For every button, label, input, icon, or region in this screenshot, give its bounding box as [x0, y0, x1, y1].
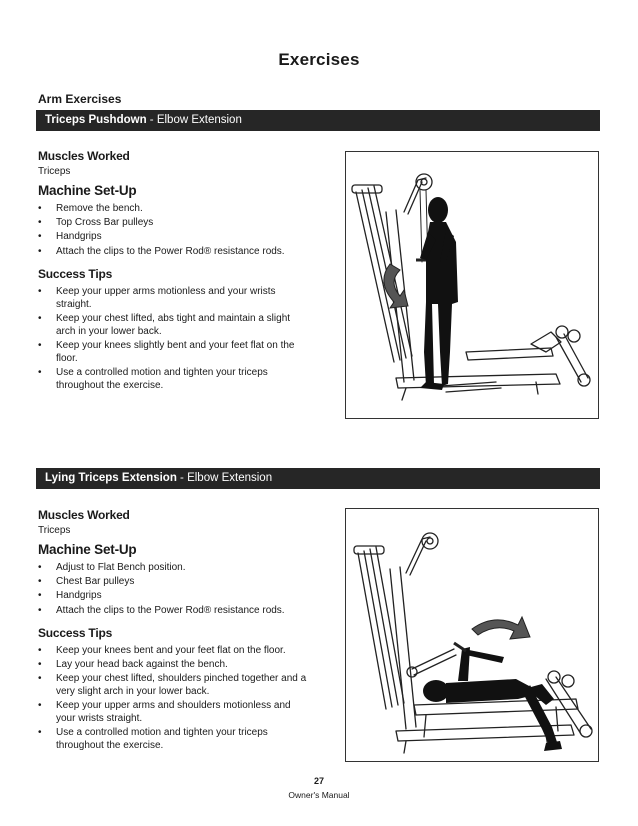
- list-item: • Keep your knees slightly bent and your feet flat on the floor.: [38, 339, 308, 365]
- muscles-heading: Muscles Worked: [38, 508, 130, 522]
- list-item: • Adjust to Flat Bench position.: [38, 561, 308, 574]
- lying-extension-figure: [346, 509, 598, 761]
- exercise-illustration: [345, 508, 599, 762]
- standing-pushdown-figure: [346, 152, 598, 418]
- list-item: • Keep your upper arms and shoulders motionless and your wrists straight.: [38, 699, 308, 725]
- tips-heading: Success Tips: [38, 625, 113, 640]
- muscles-heading: Muscles Worked: [38, 149, 130, 163]
- page-title: Exercises: [278, 50, 360, 69]
- list-item: • Use a controlled motion and tighten your triceps throughout the exercise.: [38, 726, 308, 752]
- exercise-illustration: [345, 151, 599, 419]
- list-item: • Chest Bar pulleys: [38, 575, 308, 588]
- list-item: • Lay your head back against the bench.: [38, 658, 308, 671]
- list-item: • Keep your chest lifted, abs tight and maintain a slight arch in your lower back.: [38, 312, 308, 338]
- list-item: • Handgrips: [38, 589, 308, 602]
- exercise-movement: - Elbow Extension: [176, 472, 273, 484]
- list-item: • Top Cross Bar pulleys: [38, 216, 308, 229]
- tips-heading: Success Tips: [38, 266, 113, 281]
- exercise-details: [38, 508, 308, 754]
- exercise-details: [38, 149, 308, 393]
- list-item: • Use a controlled motion and tighten your triceps throughout the exercise.: [38, 366, 308, 392]
- exercise-banner: [36, 468, 600, 489]
- list-item: • Remove the bench.: [38, 202, 308, 215]
- list-item: • Keep your upper arms motionless and your wrists straight.: [38, 285, 308, 311]
- setup-list: [38, 561, 308, 617]
- setup-heading: Machine Set-Up: [38, 183, 137, 198]
- list-item: • Handgrips: [38, 230, 308, 243]
- tips-list: [38, 644, 308, 753]
- list-item: • Keep your knees bent and your feet flat on the floor.: [38, 644, 308, 657]
- exercise-banner: [36, 110, 600, 131]
- setup-heading: Machine Set-Up: [38, 542, 137, 557]
- muscles-text: Triceps: [38, 525, 71, 536]
- page-number: 27: [313, 776, 324, 786]
- list-item: • Keep your chest lifted, shoulders pinched together and a very slight arch in your lower back.: [38, 672, 308, 698]
- list-item: • Attach the clips to the Power Rod® resistance rods.: [38, 245, 308, 258]
- muscles-text: Triceps: [38, 166, 71, 177]
- section-heading: Arm Exercises: [38, 92, 122, 106]
- footer-label: Owner's Manual: [288, 790, 350, 800]
- tips-list: [38, 285, 308, 393]
- setup-list: [38, 202, 308, 258]
- exercise-movement: - Elbow Extension: [146, 114, 242, 126]
- list-item: • Attach the clips to the Power Rod® resistance rods.: [38, 604, 308, 617]
- exercise-name: Lying Triceps Extension: [45, 472, 177, 484]
- exercise-name: Triceps Pushdown: [45, 114, 147, 126]
